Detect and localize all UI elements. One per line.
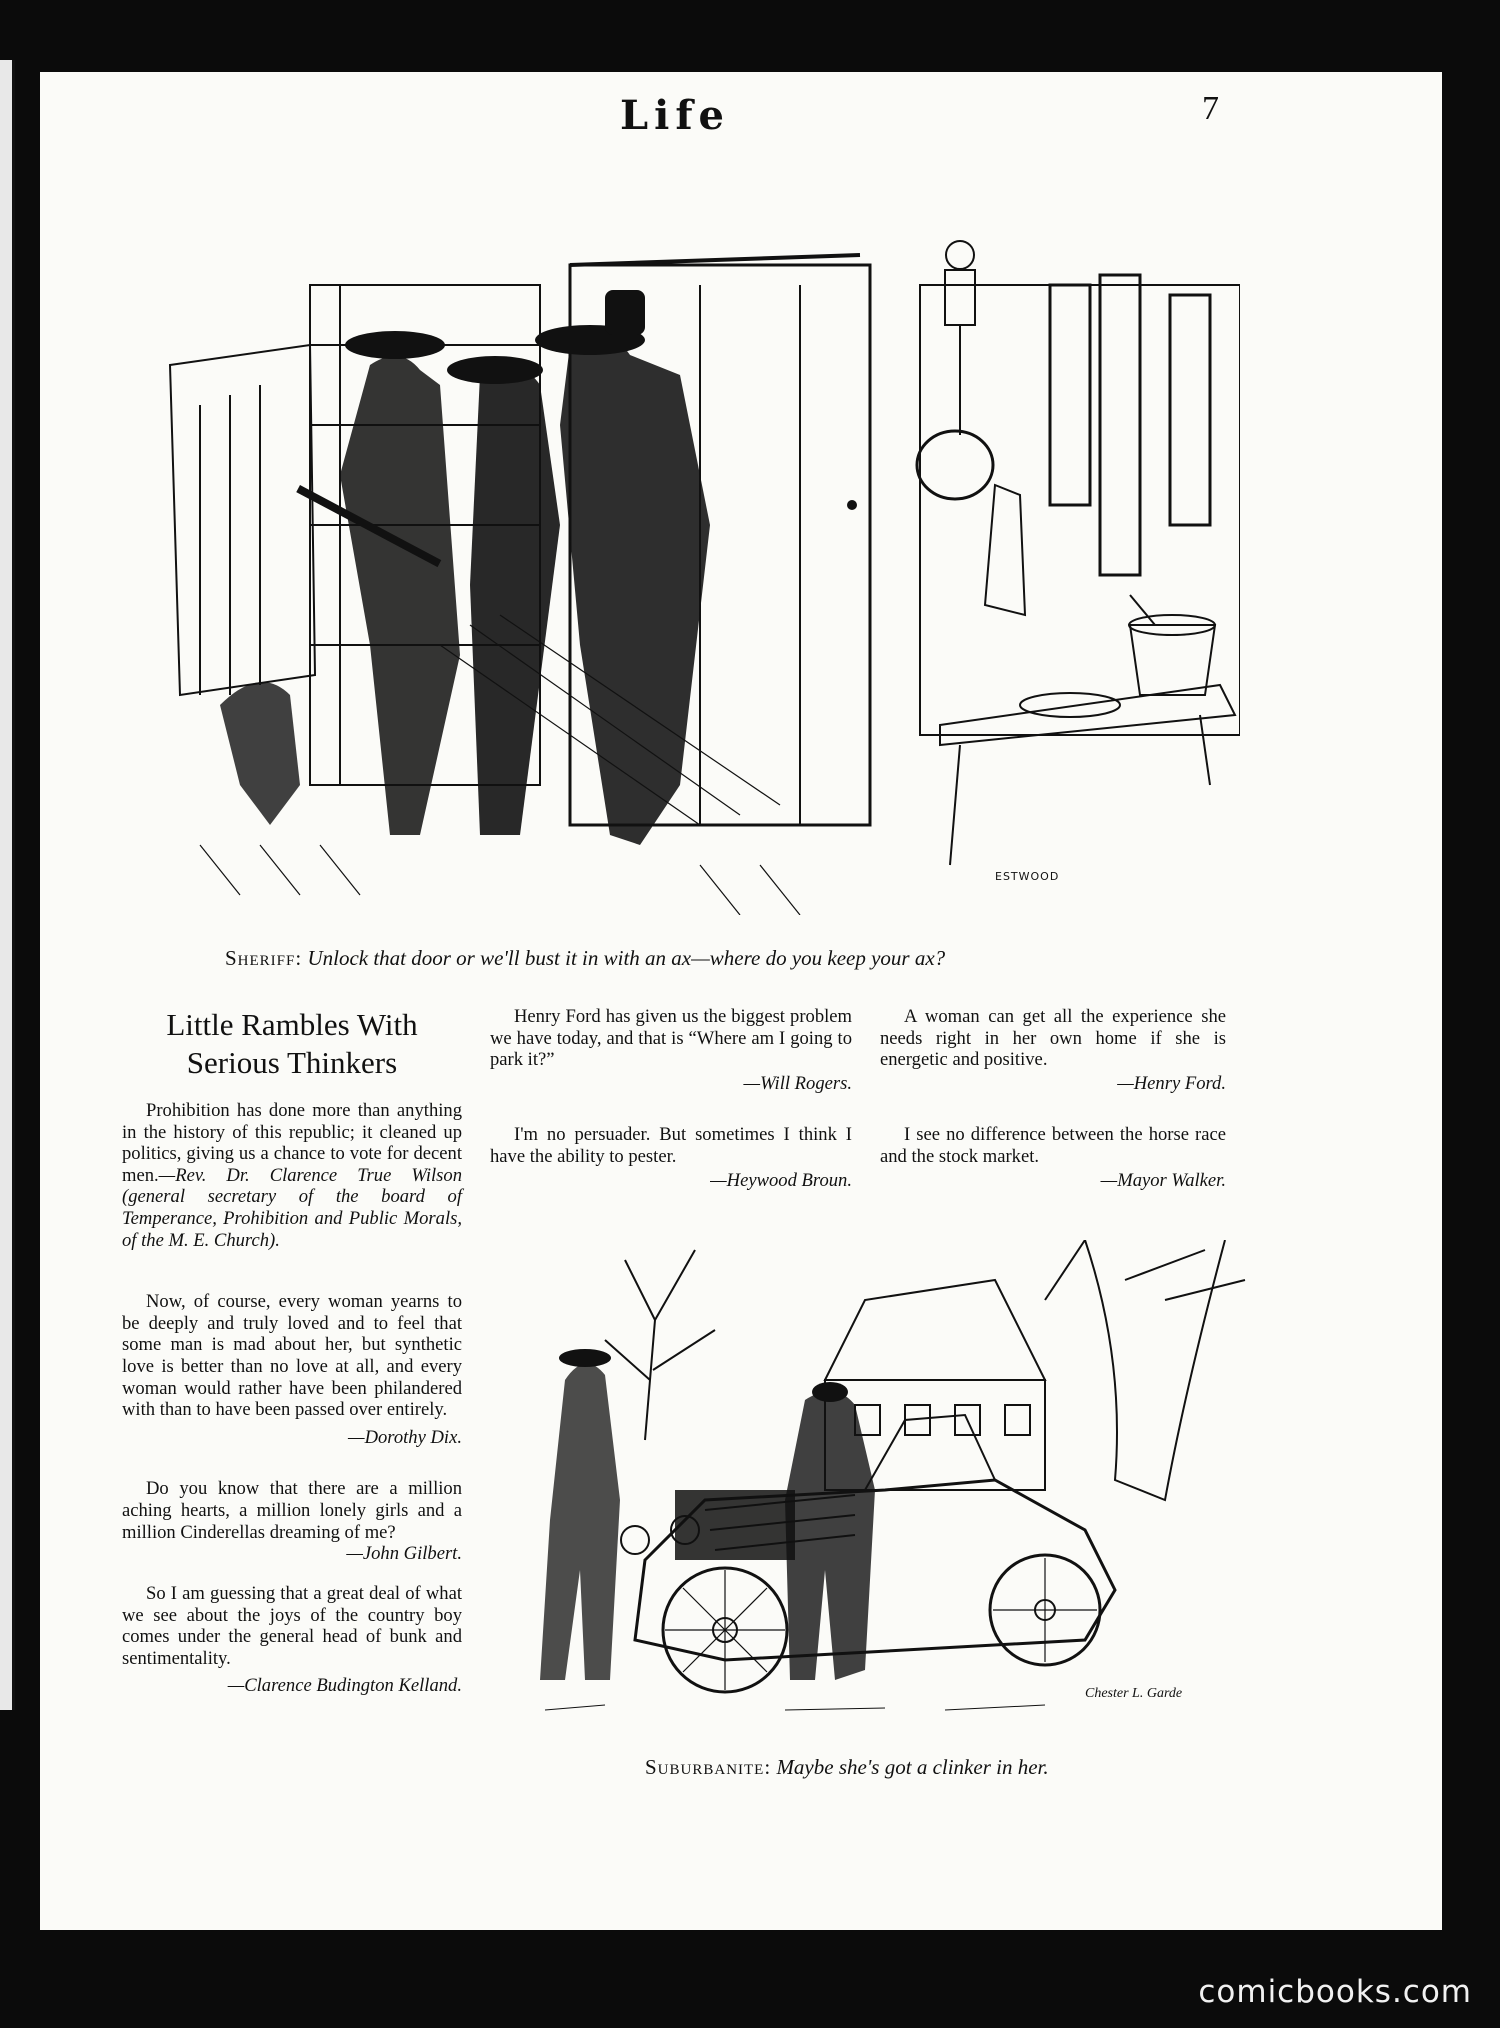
caption-line: Unlock that door or we'll bust it in with an ax—where do you keep your ax? (307, 946, 946, 970)
quote-attribution: —Mayor Walker. (1100, 1169, 1226, 1191)
cartoon-bottom-signature: Chester L. Garde (1085, 1686, 1183, 1701)
cartoon-top-caption (225, 946, 945, 971)
caption-line: Maybe she's got a clinker in her. (776, 1755, 1049, 1779)
article-title-line1: Little Rambles With (166, 1007, 418, 1042)
cartoon-bottom-illustration (525, 1240, 1250, 1730)
quote-text: Prohibition has done more than anything in the history of this republic; it cleaned up politics, giving us a chance to vote for decent men. (122, 1100, 462, 1186)
page-number: 7 (1202, 90, 1219, 127)
quote-attribution: —Rev. Dr. Clarence True Wilson (general secretary of the board of Temperance, Prohibition and Public Morals, of the M. E. Church). (122, 1164, 462, 1251)
cartoon-top-illustration (140, 225, 1240, 915)
quote-gilbert (122, 1478, 462, 1565)
quote-text: Do you know that there are a million aching hearts, a million lonely girls and a million Cinderellas dreaming of me? (122, 1478, 462, 1543)
quote-walker: I see no difference between the horse race and the stock market. (880, 1124, 1226, 1167)
previous-page-border (12, 60, 15, 1710)
quote-attribution: —Dorothy Dix. (348, 1426, 462, 1448)
caption-speaker: Suburbanite: (645, 1755, 772, 1779)
cartoon-bottom-caption (645, 1755, 1049, 1780)
quote-broun: I'm no persuader. But sometimes I think I have the ability to pester. (490, 1124, 852, 1167)
caption-speaker: Sheriff: (225, 946, 303, 970)
quote-ford: A woman can get all the experience she needs right in her own home if she is energetic and positive. (880, 1006, 1226, 1071)
quote-wilson (122, 1100, 462, 1251)
article-title (122, 1006, 462, 1082)
quote-attribution: —John Gilbert. (346, 1543, 462, 1565)
magazine-title: Life (620, 92, 730, 139)
quote-attribution: —Henry Ford. (1117, 1072, 1226, 1094)
quote-rogers: Henry Ford has given us the biggest problem we have today, and that is “Where am I going to park it?” (490, 1006, 852, 1071)
article-middle-column (490, 1006, 852, 1221)
article-title-line2: Serious Thinkers (186, 1045, 398, 1080)
cartoon-top-signature: ESTWOOD (995, 870, 1060, 883)
quote-attribution: —Clarence Budington Kelland. (227, 1675, 462, 1697)
quote-attribution: —Will Rogers. (743, 1072, 852, 1094)
quote-attribution: —Heywood Broun. (710, 1169, 852, 1191)
quote-kelland: So I am guessing that a great deal of what we see about the joys of the country boy comes under the general head of bunk and sentimentality. (122, 1583, 462, 1669)
article-left-column (122, 1006, 462, 1727)
article-right-column (880, 1006, 1226, 1221)
site-watermark: comicbooks.com (1198, 1974, 1472, 2010)
quote-dix: Now, of course, every woman yearns to be deeply and truly loved and to feel that some man is mad about her, but synthetic love is better than no love at all, and every woman would rather have been philandered with than to have been passed over entirely. (122, 1291, 462, 1421)
